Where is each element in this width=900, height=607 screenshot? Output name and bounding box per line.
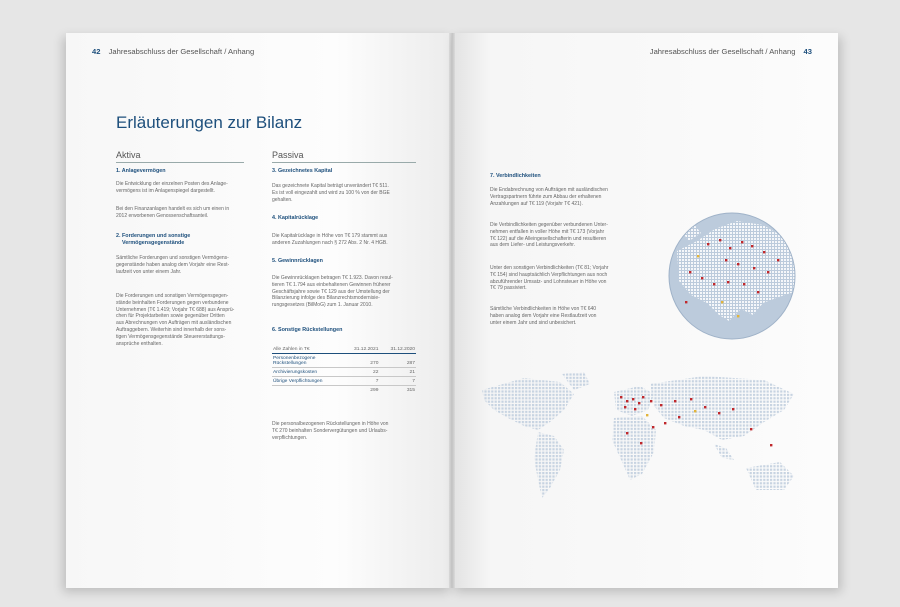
map-marker bbox=[678, 416, 680, 418]
right-page bbox=[452, 33, 838, 588]
map-marker bbox=[767, 271, 769, 273]
paragraph-verbindlichkeiten-4: Sämtliche Verbindlichkeiten in Höhe von T€ 640 haben analog dem Vorjahr eine Restlaufzeit von unter einem Jahr und sind unbesichert. bbox=[490, 306, 597, 326]
paragraph-kapitalruecklage: Die Kapitalrücklage in Höhe von T€ 179 stammt aus anderen Zuzahlungen nach § 272 Abs. 2 Nr. 4 HGB. bbox=[272, 233, 388, 246]
table-header-label: Alle Zahlen in T€ bbox=[272, 345, 343, 354]
map-marker bbox=[664, 422, 666, 424]
section-title-kapitalruecklage: 4. Kapitalrücklage bbox=[272, 215, 319, 221]
map-marker bbox=[704, 406, 706, 408]
table-cell-2020: 21 bbox=[379, 368, 416, 377]
page-title: Erläuterungen zur Bilanz bbox=[116, 113, 303, 132]
table-row-label: Übrige Verpflichtungen bbox=[272, 377, 343, 386]
section-title-gezeichnetes-kapital: 3. Gezeichnetes Kapital bbox=[272, 168, 333, 174]
europe-circle-map bbox=[667, 211, 797, 341]
table-cell-2021: 22 bbox=[343, 368, 380, 377]
map-marker bbox=[729, 247, 731, 249]
map-marker bbox=[751, 245, 753, 247]
table-total-row bbox=[272, 386, 416, 395]
brochure-spread bbox=[66, 33, 838, 588]
section-title-forderungen: 2. Forderungen und sonstige Vermögensgegenstände bbox=[116, 233, 191, 246]
left-page bbox=[66, 33, 452, 588]
map-marker bbox=[640, 442, 642, 444]
paragraph-gewinnruecklagen: Die Gewinnrücklagen betragen T€ 1.923. Davon resul- tieren T€ 1.794 aus einbehaltenen Gewinnen früherer Geschäftsjahre sowie T€ 129 aus der Umstellung der Bilanzierung infolge des Bilanzrechtsmodernisie- rungsgesetzes (BilMoG) zum 1. Januar 2010. bbox=[272, 275, 393, 309]
map-marker bbox=[652, 426, 654, 428]
map-marker bbox=[634, 408, 636, 410]
map-marker bbox=[743, 283, 745, 285]
map-marker bbox=[632, 398, 634, 400]
table-row-label: Archivierungskosten bbox=[272, 368, 343, 377]
map-marker bbox=[685, 301, 687, 303]
table-cell-2020: 287 bbox=[379, 354, 416, 368]
map-marker bbox=[737, 263, 739, 265]
paragraph-gezeichnetes-kapital: Das gezeichnete Kapital beträgt unverändert T€ 511. Es ist voll eingezahlt und wird zu 100 % von der BGE gehalten. bbox=[272, 183, 390, 203]
table-total-2021: 299 bbox=[343, 386, 380, 395]
map-marker bbox=[719, 239, 721, 241]
map-marker bbox=[750, 428, 752, 430]
paragraph-forderungen-2: Die Forderungen und sonstigen Vermögensgegen- stände beinhalten Forderungen gegen verbundene Unternehmen (T€ 1.419; Vorjahr T€ 688) aus Ansprü- chen für Projektarbeiten sowie gegenüber Dritten aus Abrechnungen von Aufträgen mit ausländischen Auftraggebern. Weiterhin sind innerhalb der sons- tigen Vermögensgegenstände Steuererstattungs- ansprüche enthalten. bbox=[116, 293, 235, 347]
map-marker bbox=[638, 402, 640, 404]
map-marker bbox=[689, 271, 691, 273]
map-marker bbox=[690, 398, 692, 400]
map-marker bbox=[660, 404, 662, 406]
table-row-label: Personenbezogene Rückstellungen bbox=[272, 354, 343, 368]
map-marker bbox=[732, 408, 734, 410]
map-marker bbox=[721, 301, 723, 303]
right-header-text: Jahresabschluss der Gesellschaft / Anhang bbox=[649, 47, 796, 56]
south-america bbox=[534, 432, 564, 498]
map-marker bbox=[757, 291, 759, 293]
asia bbox=[650, 376, 794, 440]
map-marker bbox=[701, 277, 703, 279]
map-marker bbox=[777, 259, 779, 261]
table-row bbox=[272, 354, 416, 368]
map-marker bbox=[642, 396, 644, 398]
map-marker bbox=[626, 432, 628, 434]
left-header-text: Jahresabschluss der Gesellschaft / Anhang bbox=[108, 47, 255, 56]
table-row bbox=[272, 368, 416, 377]
map-marker bbox=[741, 241, 743, 243]
world-landmass bbox=[482, 372, 794, 498]
table-cell-2020: 7 bbox=[379, 377, 416, 386]
southeast-asia bbox=[714, 444, 734, 460]
table-cell-2021: 270 bbox=[343, 354, 380, 368]
left-page-number: 42 bbox=[92, 47, 101, 56]
left-running-header bbox=[92, 47, 254, 56]
section-title-verbindlichkeiten: 7. Verbindlichkeiten bbox=[490, 173, 541, 179]
paragraph-verbindlichkeiten-3: Unter den sonstigen Verbindlichkeiten (T€ 81; Vorjahr T€ 154) sind hauptsächlich Verpflichtungen aus noch abzuführender Umsatz- und Lohnsteuer in Höhe von T€ 79 passiviert. bbox=[490, 265, 609, 292]
section-title-gewinnruecklagen: 5. Gewinnrücklagen bbox=[272, 258, 323, 264]
section-title-sonstige-rueckstellungen: 6. Sonstige Rückstellungen bbox=[272, 327, 343, 333]
paragraph-anlagevermoegen-2: Bei den Finanzanlagen handelt es sich um einen in 2012 erworbenen Genossenschaftsanteil. bbox=[116, 206, 230, 219]
map-marker bbox=[718, 412, 720, 414]
aktiva-heading: Aktiva bbox=[116, 150, 244, 163]
map-marker bbox=[727, 281, 729, 283]
map-marker bbox=[753, 267, 755, 269]
map-marker bbox=[646, 414, 648, 416]
map-marker bbox=[620, 396, 622, 398]
table-total-label bbox=[272, 386, 343, 395]
map-marker bbox=[650, 400, 652, 402]
map-marker bbox=[626, 400, 628, 402]
table-cell-2021: 7 bbox=[343, 377, 380, 386]
europe bbox=[614, 386, 654, 416]
paragraph-verbindlichkeiten-2: Die Verbindlichkeiten gegenüber verbundenen Unter- nehmen entfallen in voller Höhe mit T€ 173 (Vorjahr T€ 122) auf die Alleingesellschafterin und resultieren aus dem Liefer- und Leistungsverkehr. bbox=[490, 222, 608, 249]
passiva-heading: Passiva bbox=[272, 150, 416, 163]
rueckstellungen-table bbox=[272, 345, 416, 394]
map-marker bbox=[694, 410, 696, 412]
map-marker bbox=[737, 315, 739, 317]
map-marker bbox=[770, 444, 772, 446]
table-header-2020: 31.12.2020 bbox=[379, 345, 416, 354]
map-marker bbox=[713, 283, 715, 285]
section-title-anlagevermoegen: 1. Anlagevermögen bbox=[116, 168, 166, 174]
paragraph-verbindlichkeiten-1: Die Endabrechnung von Aufträgen mit ausländischen Vertragspartnern führte zum Abbau der erhaltenen Anzahlungen auf T€ 119 (Vorjahr T€ 421). bbox=[490, 187, 608, 207]
africa bbox=[612, 416, 656, 480]
book-spine-shadow bbox=[449, 33, 455, 588]
map-marker bbox=[624, 406, 626, 408]
table-header-row bbox=[272, 345, 416, 354]
paragraph-anlagevermoegen-1: Die Entwicklung der einzelnen Posten des Anlage- vermögens ist im Anlagenspiegel dargestellt. bbox=[116, 181, 228, 194]
map-marker bbox=[674, 400, 676, 402]
greenland bbox=[562, 372, 590, 390]
table-header-2021: 31.12.2021 bbox=[343, 345, 380, 354]
table-total-2020: 315 bbox=[379, 386, 416, 395]
map-marker bbox=[697, 255, 699, 257]
map-marker bbox=[707, 243, 709, 245]
map-marker bbox=[725, 259, 727, 261]
right-page-number: 43 bbox=[803, 47, 812, 56]
right-running-header bbox=[650, 47, 812, 56]
australia bbox=[746, 462, 794, 490]
paragraph-forderungen-1: Sämtliche Forderungen und sonstigen Vermögens- gegenstände haben analog dem Vorjahr eine Rest- laufzeit von unter einem Jahr. bbox=[116, 255, 230, 275]
world-dot-map bbox=[464, 370, 809, 530]
paragraph-rueckstellungen: Die personalbezogenen Rückstellungen in Höhe von T€ 270 beinhalten Sondervergütungen und Urlaubs- verpflichtungen. bbox=[272, 421, 389, 441]
table-row bbox=[272, 377, 416, 386]
north-america bbox=[482, 378, 574, 430]
map-marker bbox=[763, 251, 765, 253]
